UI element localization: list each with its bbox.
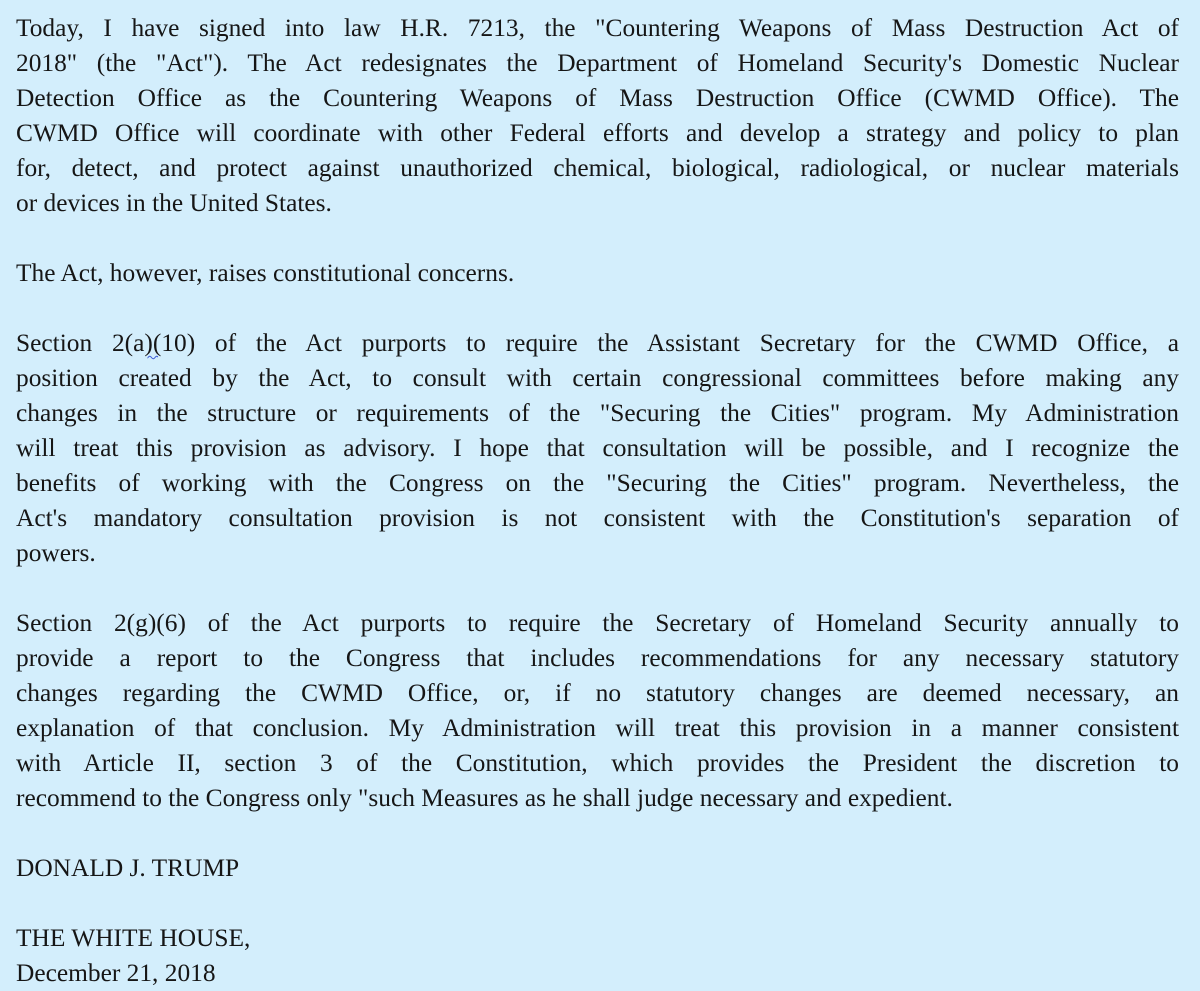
text-line: for, detect, and protect against unauthorized chemical, biological, radiological, or nuclear materials — [16, 154, 1179, 182]
text-line: benefits of working with the Congress on the "Securing the Cities" program. Nevertheless, the — [16, 469, 1179, 497]
date-line: December 21, 2018 — [16, 959, 216, 987]
signing-statement-document — [16, 11, 1179, 991]
text-line: Act's mandatory consultation provision is not consistent with the Constitution's separation of — [16, 504, 1179, 532]
text-line: position created by the Act, to consult with certain congressional committees before making any — [16, 364, 1179, 392]
text-line: changes regarding the CWMD Office, or, if no statutory changes are deemed necessary, an — [16, 679, 1179, 707]
text-line: with Article II, section 3 of the Constitution, which provides the President the discretion to — [16, 749, 1179, 777]
paragraph-section-2g6 — [16, 606, 1179, 816]
place-line: THE WHITE HOUSE, — [16, 924, 251, 952]
spellcheck-flagged-text[interactable]: )( — [144, 329, 162, 357]
text-line: explanation of that conclusion. My Administration will treat this provision in a manner consistent — [16, 714, 1179, 742]
paragraph-section-2a10 — [16, 326, 1179, 571]
text-line: 2018" (the "Act"). The Act redesignates the Department of Homeland Security's Domestic Nuclear — [16, 49, 1179, 77]
text-line: Today, I have signed into law H.R. 7213, the "Countering Weapons of Mass Destruction Act of — [16, 14, 1179, 42]
text-line: powers. — [16, 539, 96, 567]
text-line: will treat this provision as advisory. I hope that consultation will be possible, and I recognize the — [16, 434, 1179, 462]
text-line: or devices in the United States. — [16, 189, 332, 217]
text-line — [16, 326, 1179, 361]
text-line: changes in the structure or requirements of the "Securing the Cities" program. My Administration — [16, 399, 1179, 427]
text-line: recommend to the Congress only "such Measures as he shall judge necessary and expedient. — [16, 784, 953, 812]
text-line: CWMD Office will coordinate with other Federal efforts and develop a strategy and policy to plan — [16, 119, 1179, 147]
paragraph-intro — [16, 11, 1179, 221]
text-line: The Act, however, raises constitutional concerns. — [16, 259, 515, 287]
text-line: provide a report to the Congress that includes recommendations for any necessary statutory — [16, 644, 1179, 672]
text-fragment: 10) of the Act purports to require the Assistant Secretary for the CWMD Office, a — [161, 329, 1179, 357]
paragraph-concerns — [16, 256, 1179, 291]
place-date-block — [16, 921, 1179, 991]
signature-name: DONALD J. TRUMP — [16, 854, 240, 882]
text-line: Detection Office as the Countering Weapons of Mass Destruction Office (CWMD Office). The — [16, 84, 1179, 112]
text-fragment: Section 2(a — [16, 329, 145, 357]
signature-block — [16, 851, 1179, 886]
text-line: Section 2(g)(6) of the Act purports to require the Secretary of Homeland Security annually to — [16, 609, 1179, 637]
